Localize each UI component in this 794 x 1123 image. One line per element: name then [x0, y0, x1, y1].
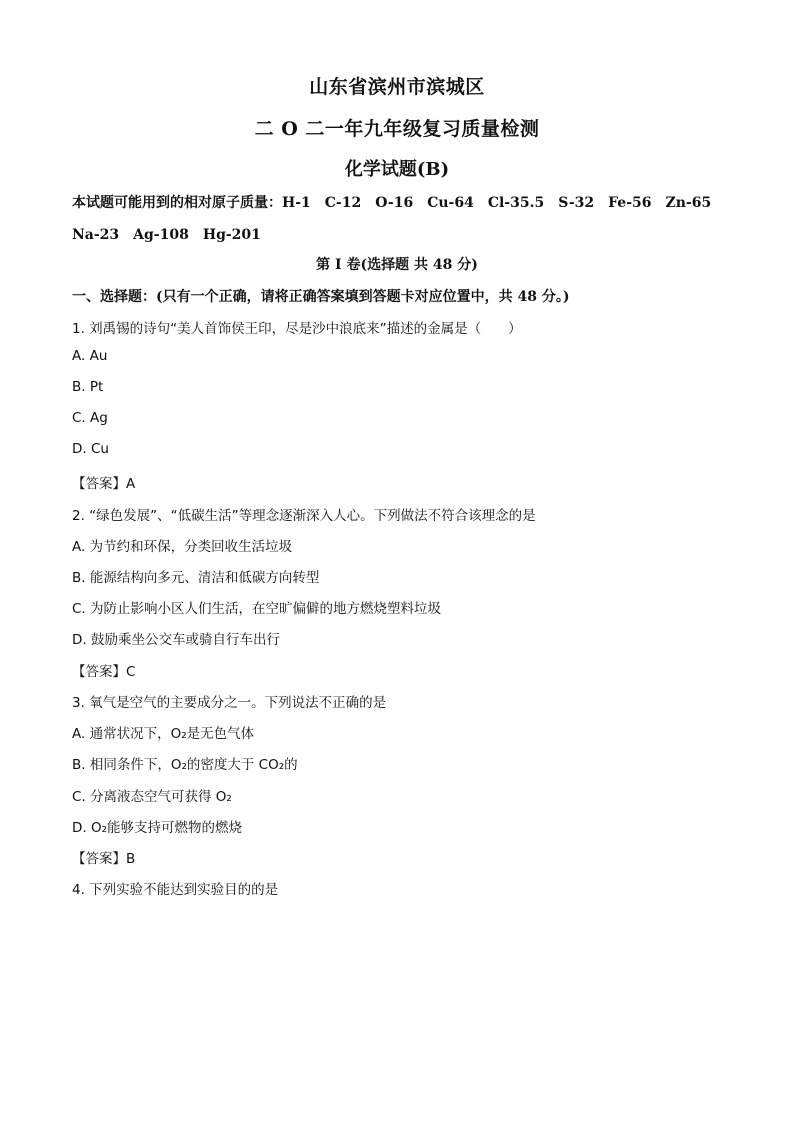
question-3-option-c: C. 分离液态空气可获得 O₂ [72, 789, 232, 805]
question-2-stem: 2. “绿色发展”、“低碳生活”等理念逐渐深入人心。下列做法不符合该理念的是 [72, 508, 536, 524]
question-1-answer [72, 472, 135, 492]
question-3-option-d: D. O₂能够支持可燃物的燃烧 [72, 820, 243, 836]
subject-title: 化学试题(B) [344, 159, 450, 180]
question-3-stem: 3. 氧气是空气的主要成分之一。下列说法不正确的是 [72, 695, 387, 711]
volume-title: 第 I 卷(选择题 共 48 分) [316, 257, 478, 273]
answer-value: B [126, 851, 136, 867]
question-1-option-b: B. Pt [72, 379, 104, 395]
atomic-mass-line-1: 本试题可能用到的相对原子质量：H-1 C-12 O-16 Cu-64 Cl-35.5 S-32 Fe-56 Zn-65 [72, 195, 712, 211]
question-2-option-c: C. 为防止影响小区人们生活，在空旷偏僻的地方燃烧塑料垃圾 [72, 601, 442, 617]
question-1-option-c: C. Ag [72, 410, 108, 426]
question-3-option-b: B. 相同条件下，O₂的密度大于 CO₂的 [72, 757, 298, 773]
exam-title: 二 O 二一年九年级复习质量检测 [254, 118, 540, 140]
answer-label: 【答案】 [72, 476, 126, 492]
question-2-option-b: B. 能源结构向多元、清洁和低碳方向转型 [72, 570, 320, 586]
answer-label: 【答案】 [72, 664, 126, 680]
answer-value: C [126, 664, 136, 680]
question-2-option-a: A. 为节约和环保，分类回收生活垃圾 [72, 539, 293, 555]
section-title: 一、选择题：(只有一个正确，请将正确答案填到答题卡对应位置中，共 48 分。) [72, 289, 570, 305]
atomic-mass-line-2: Na-23 Ag-108 Hg-201 [72, 227, 261, 243]
question-3-option-a: A. 通常状况下，O₂是无色气体 [72, 726, 255, 742]
region-title: 山东省滨州市滨城区 [309, 76, 485, 98]
question-1-stem: 1. 刘禹锡的诗句“美人首饰侯王印，尽是沙中浪底来”描述的金属是（ ） [72, 321, 522, 337]
question-3-answer [72, 847, 135, 867]
question-4-stem: 4. 下列实验不能达到实验目的的是 [72, 882, 279, 898]
question-2-answer [72, 660, 135, 680]
question-2-option-d: D. 鼓励乘坐公交车或骑自行车出行 [72, 632, 280, 648]
question-1-option-d: D. Cu [72, 441, 109, 457]
question-1-option-a: A. Au [72, 348, 108, 364]
answer-value: A [126, 476, 136, 492]
answer-label: 【答案】 [72, 851, 126, 867]
